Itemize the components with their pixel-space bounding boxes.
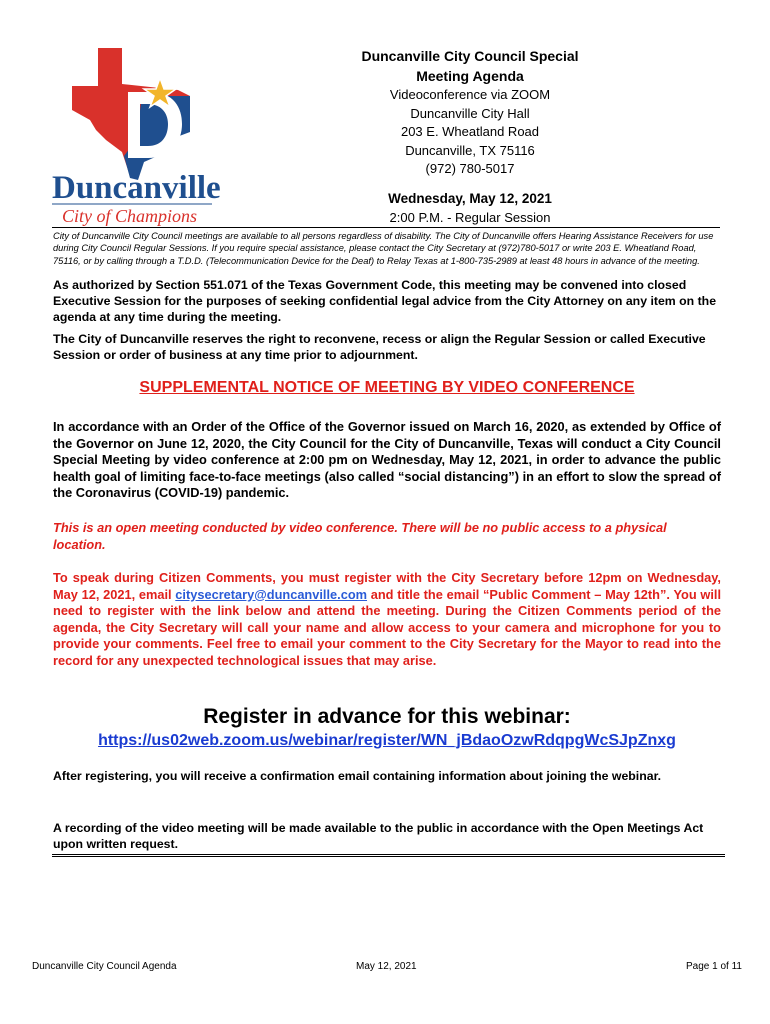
header-line: 203 E. Wheatland Road xyxy=(400,124,540,139)
citizen-comments-paragraph xyxy=(53,570,721,670)
footer-date: May 12, 2021 xyxy=(356,961,417,972)
meeting-date: Wednesday, May 12, 2021 xyxy=(388,191,552,206)
header-line: Videoconference via ZOOM xyxy=(389,87,551,102)
agenda-title-line1: Duncanville City Council Special xyxy=(361,48,579,64)
speak-text-before: To speak during Citizen Comments, you must register with the City Secretary before 12pm on Wednesday, May 12, 2021, email xyxy=(53,570,721,602)
footer-divider xyxy=(52,854,725,857)
register-heading: Register in advance for this webinar: xyxy=(203,705,571,728)
texas-logo-icon xyxy=(50,40,220,230)
header-divider xyxy=(52,227,720,228)
header-line: (972) 780-5017 xyxy=(425,161,515,176)
header-line: Duncanville, TX 75116 xyxy=(405,142,535,158)
authorization-paragraph: As authorized by Section 551.071 of the Texas Government Code, this meeting may be convened into closed Executive Session for the purposes of seeking confidential legal advice from the City Attorney on any item on the agenda at any time during the meeting. xyxy=(53,278,717,324)
logo-wordmark: Duncanville xyxy=(52,170,220,206)
footer-agenda-name: Duncanville City Council Agenda xyxy=(32,961,177,972)
city-logo xyxy=(50,40,220,230)
logo-tagline: City of Champions xyxy=(62,206,198,226)
reserve-paragraph: The City of Duncanville reserves the right to reconvene, recess or align the Regular Session or called Executive Session or order of business at any time prior to adjournment. xyxy=(53,332,706,362)
supplemental-notice-title: SUPPLEMENTAL NOTICE OF MEETING BY VIDEO CONFERENCE xyxy=(139,379,635,396)
open-meeting-notice: This is an open meeting conducted by video conference. There will be no public access to a physical location. xyxy=(53,520,667,552)
governor-order-paragraph: In accordance with an Order of the Office of the Governor issued on March 16, 2020, as extended by Office of the Governor on June 12, 2020, the City Council for the City of Duncanville, Texas will conduct a City Council Special Meeting by video conference at 2:00 pm on Wednesday, May 12, 2021, in order to advance the public health goal of limiting face-to-face meetings (also called “social distancing”) in an effort to slow the spread of the Coronavirus (COVID-19) pandemic. xyxy=(53,419,721,501)
footer-page-number: Page 1 of 11 xyxy=(686,961,742,972)
speak-text-after: and title the email “Public Comment – May 12th”. You will need to register with the link below and attend the meeting. During the Citizen Comments period of the agenda, the City Secretary will call your name and allow access to your camera and microphone for you to provide your comments. Feel free to email your comment to the City Secretary for the Mayor to read into the record for any unexpected technological issues that may arise. xyxy=(53,586,721,668)
webinar-register-link[interactable]: https://us02web.zoom.us/webinar/register/WN_jBdaoOzwRdqpgWcSJpZnxg xyxy=(98,732,676,749)
after-registering-paragraph: After registering, you will receive a confirmation email containing information about joining the webinar. xyxy=(53,769,662,783)
recording-paragraph: A recording of the video meeting will be made available to the public in accordance with the Open Meetings Act upon written request. xyxy=(53,821,704,851)
header-line: Duncanville City Hall xyxy=(410,105,530,121)
agenda-header xyxy=(350,46,590,179)
meeting-session: 2:00 P.M. - Regular Session xyxy=(389,210,551,225)
city-secretary-email-link[interactable]: citysecretary@duncanville.com xyxy=(175,586,368,602)
agenda-title-line2: Meeting Agenda xyxy=(416,68,524,84)
accessibility-disclaimer: City of Duncanville City Council meetings are available to all persons regardless of disability. The City of Duncanville offers Hearing Assistance Receivers for use during City Council Regular Sessions. If you require special assistance, please contact the City Secretary at (972)780-5017 or write 203 E. Wheatland Road, 75116, or by calling through a T.D.D. (Telecommunication Device for the Deaf) to Relay Texas at 1-800-735-2989 at least 48 hours in advance of the meeting. xyxy=(53,231,714,266)
